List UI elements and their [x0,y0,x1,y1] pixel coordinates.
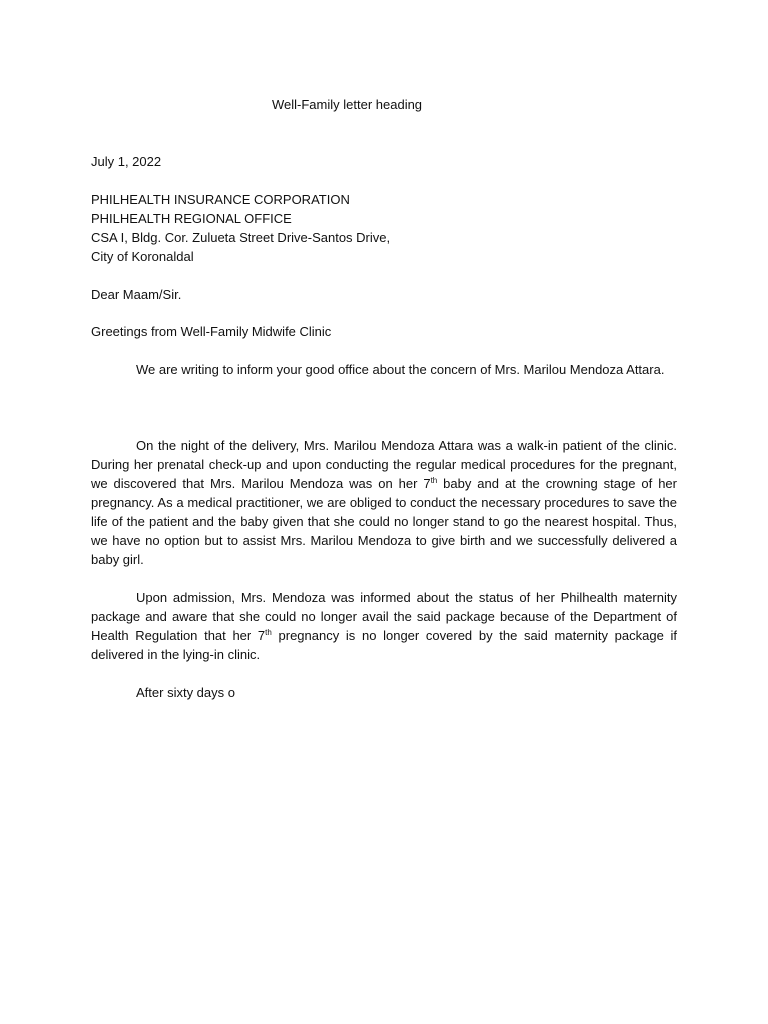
recipient-line-3: CSA I, Bldg. Cor. Zulueta Street Drive-Santos Drive, [91,230,391,245]
recipient-line-2: PHILHEALTH REGIONAL OFFICE [91,211,292,226]
ordinal-suffix: th [430,476,438,485]
paragraph-3-text-start: Upon admission, Mrs. Mendoza was informed about the status of her Philhealth maternity package and aware that she could no longer avail the said package because of the Department of Health Regulation that her 7 [91,590,677,643]
paragraph-4-text: After sixty days o [136,685,235,700]
recipient-line-4: City of Koronaldal [91,249,194,264]
greeting-line: Greetings from Well-Family Midwife Clinic [91,324,332,339]
recipient-address [91,190,390,266]
paragraph-1-text: We are writing to inform your good office about the concern of Mrs. Marilou Mendoza Attara. [136,362,665,377]
body-paragraph-2 [91,436,677,569]
paragraph-2-text-end: baby and at the crowning stage of her pregnancy. As a medical practitioner, we are obliged to conduct the necessary procedures to save the life of the patient and the baby given that she could no longer stand to go the nearest hospital. Thus, we have no option but to assist Mrs. Marilou Mendoza to give birth and we successfully delivered a baby girl. [91,476,677,567]
recipient-line-1: PHILHEALTH INSURANCE CORPORATION [91,192,350,207]
paragraph-3-text-end: pregnancy is no longer covered by the said maternity package if delivered in the lying-in clinic. [91,628,677,662]
salutation: Dear Maam/Sir. [91,287,182,302]
body-paragraph-3 [91,588,677,664]
letter-date: July 1, 2022 [91,154,162,169]
paragraph-2-text-start: On the night of the delivery, Mrs. Marilou Mendoza Attara was a walk-in patient of the clinic. During her prenatal check-up and upon conducting the regular medical procedures for the pregnant, we discovered that Mrs. Marilou Mendoza was on her 7 [91,438,677,491]
ordinal-suffix: th [265,628,272,637]
body-paragraph-4 [91,683,677,702]
body-paragraph-1 [91,360,677,379]
letter-heading: Well-Family letter heading [272,97,423,112]
